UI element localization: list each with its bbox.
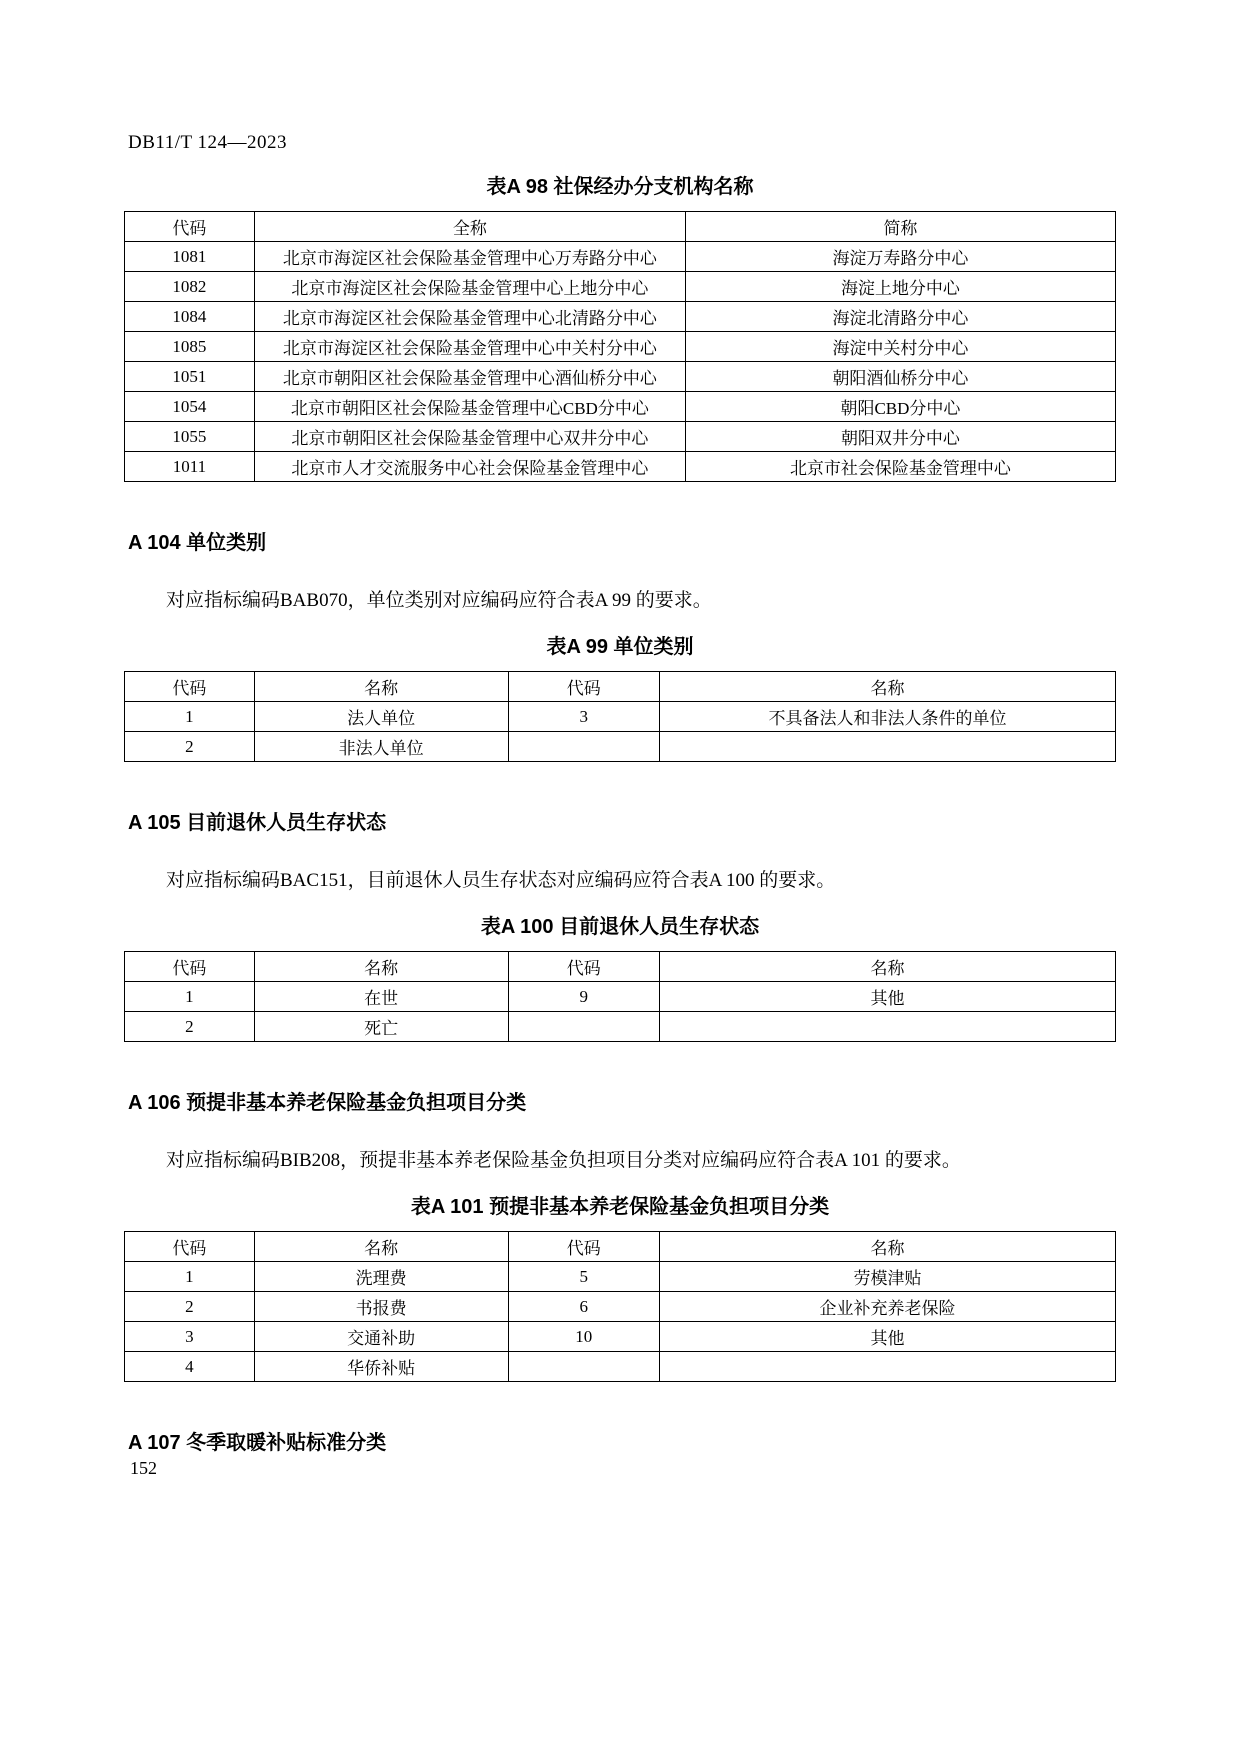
table-cell: 代码 — [125, 672, 255, 702]
table-cell: 劳模津贴 — [660, 1262, 1116, 1292]
table-a98-title: 表A 98 社保经办分支机构名称 — [486, 176, 754, 198]
paragraph-a106: 对应指标编码BIB208，预提非基本养老保险基金负担项目分类对应编码应符合表A 101 的要求。 — [166, 1150, 961, 1171]
section-heading-a107: A 107 冬季取暖补贴标准分类 — [128, 1432, 387, 1454]
table-row — [125, 1322, 1116, 1352]
table-cell — [508, 1012, 660, 1042]
table-cell: 北京市朝阳区社会保险基金管理中心酒仙桥分中心 — [254, 362, 685, 392]
table-a101-title: 表A 101 预提非基本养老保险基金负担项目分类 — [410, 1196, 830, 1218]
table-cell: 10 — [508, 1322, 660, 1352]
paragraph-a105: 对应指标编码BAC151，目前退休人员生存状态对应编码应符合表A 100 的要求。 — [166, 870, 836, 891]
table-cell: 2 — [125, 1292, 255, 1322]
table-cell: 代码 — [508, 1232, 660, 1262]
table-cell: 名称 — [660, 1232, 1116, 1262]
table-cell: 3 — [125, 1322, 255, 1352]
section-heading-a105: A 105 目前退休人员生存状态 — [128, 812, 387, 834]
table-cell: 2 — [125, 1012, 255, 1042]
table-cell: 简称 — [685, 212, 1115, 242]
table-a99-title: 表A 99 单位类别 — [546, 636, 694, 658]
table-cell: 6 — [508, 1292, 660, 1322]
table-row — [125, 242, 1116, 272]
table-cell: 海淀上地分中心 — [685, 272, 1115, 302]
table-cell: 代码 — [125, 212, 255, 242]
table-cell: 非法人单位 — [254, 732, 508, 762]
table-header-row — [125, 1232, 1116, 1262]
table-a100 — [124, 951, 1116, 1042]
table-cell: 北京市海淀区社会保险基金管理中心上地分中心 — [254, 272, 685, 302]
table-cell — [660, 1352, 1116, 1382]
table-cell: 北京市海淀区社会保险基金管理中心中关村分中心 — [254, 332, 685, 362]
table-row — [125, 272, 1116, 302]
table-a100-title: 表A 100 目前退休人员生存状态 — [480, 916, 760, 938]
table-cell: 1 — [125, 982, 255, 1012]
table-row — [125, 1352, 1116, 1382]
table-row — [125, 332, 1116, 362]
table-row — [125, 1012, 1116, 1042]
table-header-row — [125, 672, 1116, 702]
table-row — [125, 422, 1116, 452]
table-row — [125, 702, 1116, 732]
section-heading-a106: A 106 预提非基本养老保险基金负担项目分类 — [128, 1092, 527, 1114]
table-cell: 代码 — [125, 952, 255, 982]
table-cell — [660, 1012, 1116, 1042]
table-cell: 朝阳酒仙桥分中心 — [685, 362, 1115, 392]
table-cell: 法人单位 — [254, 702, 508, 732]
table-cell: 不具备法人和非法人条件的单位 — [660, 702, 1116, 732]
doc-code: DB11/T 124—2023 — [128, 132, 287, 153]
table-row — [125, 362, 1116, 392]
table-cell: 4 — [125, 1352, 255, 1382]
table-cell: 海淀中关村分中心 — [685, 332, 1115, 362]
table-cell: 其他 — [660, 1322, 1116, 1352]
table-cell: 全称 — [254, 212, 685, 242]
table-a98 — [124, 211, 1116, 482]
table-cell: 在世 — [254, 982, 508, 1012]
table-cell: 北京市海淀区社会保险基金管理中心万寿路分中心 — [254, 242, 685, 272]
table-cell: 1081 — [125, 242, 255, 272]
table-cell: 企业补充养老保险 — [660, 1292, 1116, 1322]
page-number: 152 — [130, 1458, 157, 1478]
table-row — [125, 1262, 1116, 1292]
table-cell: 1054 — [125, 392, 255, 422]
table-cell: 1 — [125, 1262, 255, 1292]
table-a101 — [124, 1231, 1116, 1382]
table-cell: 3 — [508, 702, 660, 732]
table-cell — [508, 732, 660, 762]
table-cell: 9 — [508, 982, 660, 1012]
table-row — [125, 302, 1116, 332]
table-cell: 名称 — [660, 952, 1116, 982]
table-cell: 洗理费 — [254, 1262, 508, 1292]
table-cell: 1055 — [125, 422, 255, 452]
table-cell: 海淀北清路分中心 — [685, 302, 1115, 332]
table-cell — [660, 732, 1116, 762]
table-cell: 名称 — [254, 952, 508, 982]
table-cell — [508, 1352, 660, 1382]
table-cell: 2 — [125, 732, 255, 762]
table-header-row — [125, 952, 1116, 982]
table-row — [125, 732, 1116, 762]
table-cell: 代码 — [508, 672, 660, 702]
table-cell: 北京市海淀区社会保险基金管理中心北清路分中心 — [254, 302, 685, 332]
table-cell: 交通补助 — [254, 1322, 508, 1352]
table-cell: 朝阳双井分中心 — [685, 422, 1115, 452]
table-a99 — [124, 671, 1116, 762]
table-row — [125, 1292, 1116, 1322]
table-cell: 海淀万寿路分中心 — [685, 242, 1115, 272]
table-cell: 1 — [125, 702, 255, 732]
table-row — [125, 392, 1116, 422]
table-cell: 死亡 — [254, 1012, 508, 1042]
table-cell: 代码 — [125, 1232, 255, 1262]
section-heading-a104: A 104 单位类别 — [128, 532, 267, 554]
table-cell: 其他 — [660, 982, 1116, 1012]
table-cell: 华侨补贴 — [254, 1352, 508, 1382]
table-cell: 1011 — [125, 452, 255, 482]
table-cell: 名称 — [660, 672, 1116, 702]
table-cell: 代码 — [508, 952, 660, 982]
table-cell: 1085 — [125, 332, 255, 362]
table-cell: 1051 — [125, 362, 255, 392]
table-cell: 5 — [508, 1262, 660, 1292]
table-cell: 名称 — [254, 1232, 508, 1262]
table-cell: 北京市人才交流服务中心社会保险基金管理中心 — [254, 452, 685, 482]
table-cell: 北京市朝阳区社会保险基金管理中心双井分中心 — [254, 422, 685, 452]
table-cell: 1084 — [125, 302, 255, 332]
table-cell: 1082 — [125, 272, 255, 302]
table-cell: 北京市朝阳区社会保险基金管理中心CBD分中心 — [254, 392, 685, 422]
table-row — [125, 982, 1116, 1012]
table-cell: 书报费 — [254, 1292, 508, 1322]
table-cell: 北京市社会保险基金管理中心 — [685, 452, 1115, 482]
table-row — [125, 452, 1116, 482]
table-cell: 朝阳CBD分中心 — [685, 392, 1115, 422]
table-header-row — [125, 212, 1116, 242]
table-cell: 名称 — [254, 672, 508, 702]
paragraph-a104: 对应指标编码BAB070，单位类别对应编码应符合表A 99 的要求。 — [166, 590, 712, 611]
